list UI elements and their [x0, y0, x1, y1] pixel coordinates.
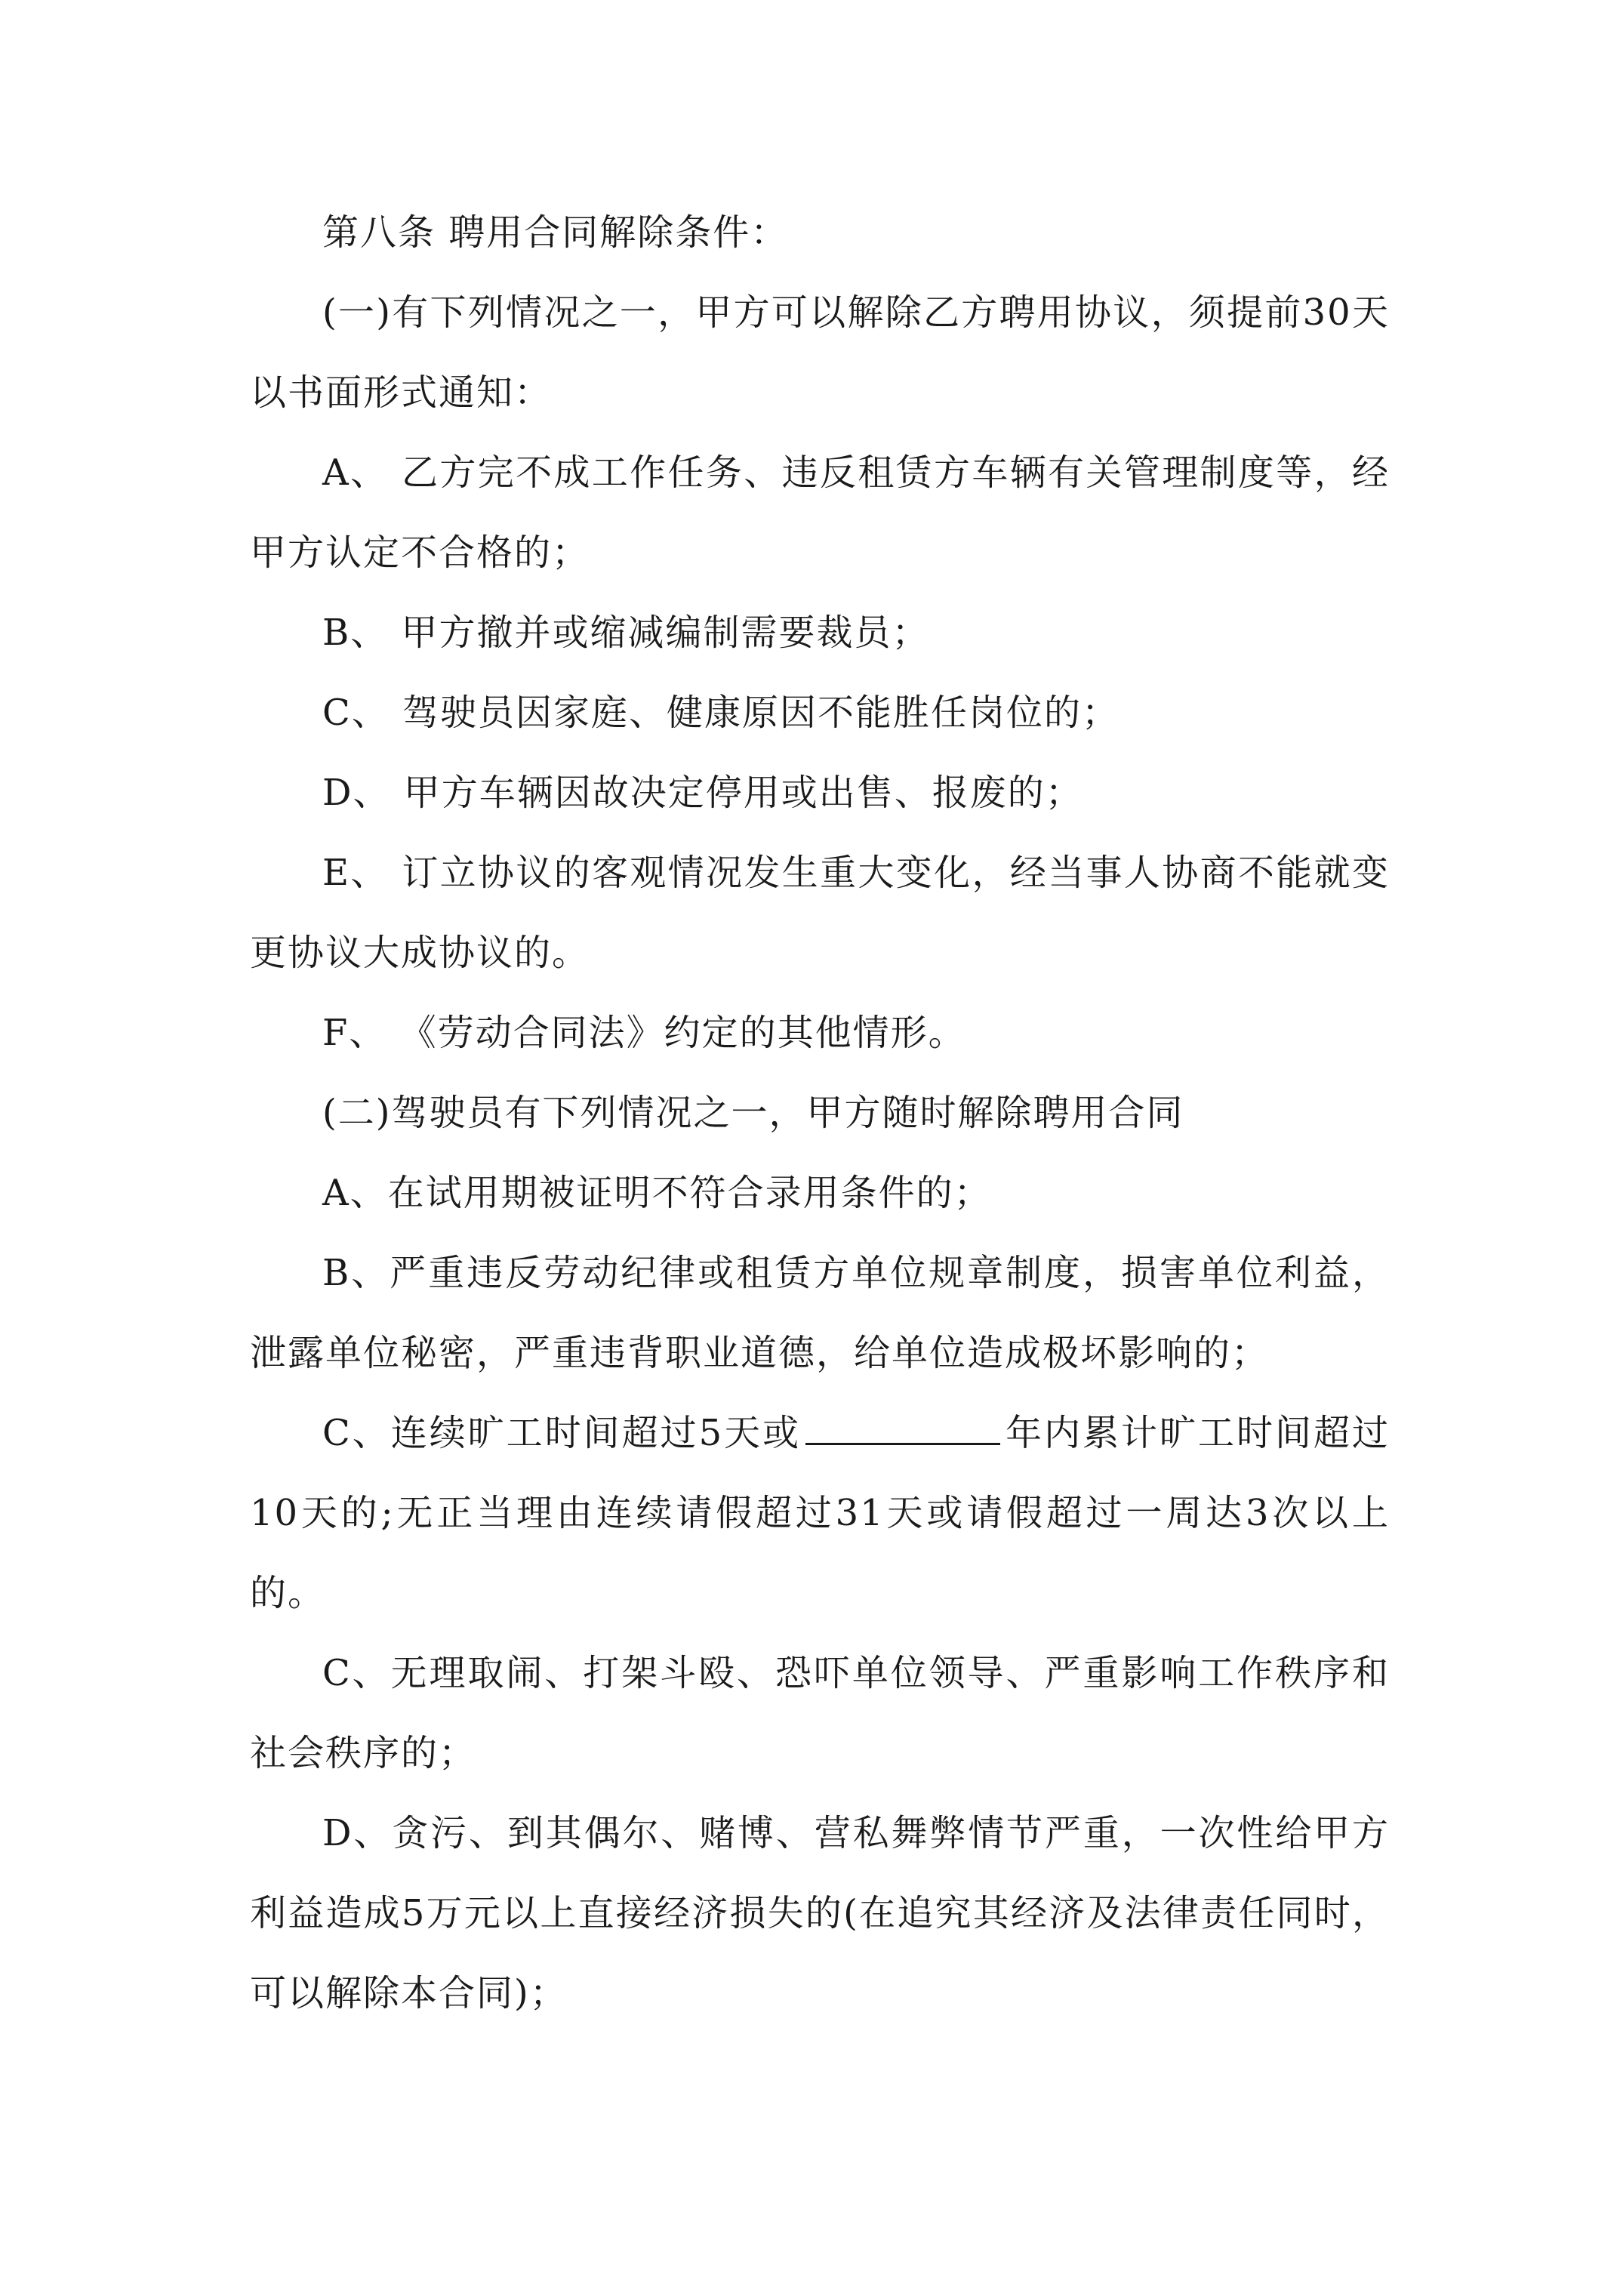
section-1-intro: (一)有下列情况之一，甲方可以解除乙方聘用协议，须提前30天以书面形式通知：	[250, 291, 1390, 414]
item-c1-text-before: C、连续旷工时间超过5天或	[322, 1412, 802, 1454]
section-2-item-a: A、在试用期被证明不符合录用条件的；	[322, 1172, 992, 1214]
section-2-intro: (二)驾驶员有下列情况之一，甲方随时解除聘用合同	[322, 1092, 1184, 1134]
section-1-item-c: C、 驾驶员因家庭、健康原因不能胜任岗位的；	[322, 692, 1119, 734]
section-1-item-d: D、 甲方车辆因故决定停用或出售、报废的；	[322, 772, 1083, 814]
section-1-item-b: B、 甲方撤并或缩减编制需要裁员；	[322, 612, 930, 654]
section-1-item-e: E、 订立协议的客观情况发生重大变化，经当事人协商不能就变更协议大成协议的。	[250, 852, 1390, 974]
section-2-item-b: B、严重违反劳动纪律或租赁方单位规章制度，损害单位利益，泄露单位秘密，严重违背职业道德，给单位造成极坏影响的；	[250, 1252, 1390, 1374]
section-2-item-c1	[250, 1393, 1390, 1633]
item-c1-text-after: 年内累计旷工时间超过10天的;无正当理由连续请假超过31天或请假超过一周达3次以上的。	[250, 1412, 1390, 1614]
fill-in-blank	[805, 1407, 1000, 1445]
section-2-item-d: D、贪污、到其偶尔、赌博、营私舞弊情节严重，一次性给甲方利益造成5万元以上直接经济损失的(在追究其经济及法律责任同时，可以解除本合同)；	[250, 1812, 1390, 2014]
article-title: 第八条 聘用合同解除条件：	[322, 211, 789, 254]
section-1-item-f: F、 《劳动合同法》约定的其他情形。	[322, 1012, 966, 1054]
section-1-item-a: A、 乙方完不成工作任务、违反租赁方车辆有关管理制度等，经甲方认定不合格的；	[250, 451, 1390, 574]
document-body	[250, 193, 1390, 2033]
section-2-item-c2: C、无理取闹、打架斗殴、恐吓单位领导、严重影响工作秩序和社会秩序的；	[250, 1652, 1390, 1774]
